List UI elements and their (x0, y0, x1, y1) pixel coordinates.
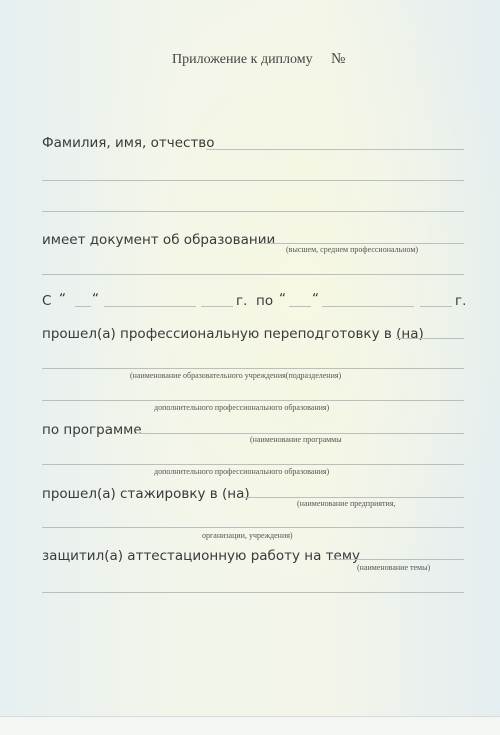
program-line-1[interactable] (134, 433, 464, 434)
date-from-year-line[interactable] (201, 306, 233, 307)
date-from-day-line[interactable] (75, 306, 91, 307)
date-from-prefix: С (42, 293, 52, 309)
program-line-2[interactable] (42, 464, 464, 465)
institution-note: (наименование образовательного учреждения(подразделения) (130, 371, 342, 380)
thesis-line-1[interactable] (331, 559, 464, 560)
education-document-label: имеет документ об образовании (42, 232, 276, 248)
retraining-line-2[interactable] (42, 368, 464, 369)
additional-education-note: дополнительного профессионального образования) (154, 403, 330, 412)
retraining-label: прошел(а) профессиональную переподготовку в (на) (42, 326, 424, 342)
additional-education-note-2: дополнительного профессионального образования) (154, 467, 330, 476)
date-to-year-abbr: г. (455, 293, 467, 309)
internship-line-2[interactable] (42, 527, 464, 528)
internship-label: прошел(а) стажировку в (на) (42, 486, 250, 502)
page-title: Приложение к диплому (172, 52, 313, 67)
date-to-day-line[interactable] (289, 306, 311, 307)
program-note: (наименование программы (250, 435, 342, 444)
thesis-label: защитил(а) аттестационную работу на тему (42, 548, 360, 564)
thesis-note: (наименование темы) (357, 563, 431, 572)
date-to-month-line[interactable] (322, 306, 414, 307)
full-name-line-3[interactable] (42, 211, 464, 212)
date-to-open-quote: “ (279, 291, 286, 307)
retraining-line-1[interactable] (396, 338, 464, 339)
program-label: по программе (42, 422, 142, 438)
education-document-line[interactable] (256, 243, 464, 244)
full-name-label: Фамилия, имя, отчество (42, 135, 215, 151)
date-to-close-quote: “ (312, 291, 319, 307)
full-name-line-1[interactable] (206, 149, 464, 150)
thesis-line-2[interactable] (42, 592, 464, 593)
date-from-close-quote: “ (92, 291, 99, 307)
organization-note: организации, учреждения) (202, 531, 293, 540)
date-to-year-line[interactable] (420, 306, 452, 307)
enterprise-note: (наименование предприятия, (297, 499, 396, 508)
date-from-year-abbr: г. (236, 293, 248, 309)
date-from-open-quote: “ (59, 291, 66, 307)
date-from-month-line[interactable] (104, 306, 196, 307)
date-to-word: по (256, 293, 274, 309)
internship-line-1[interactable] (242, 497, 464, 498)
number-sign: № (331, 51, 346, 67)
full-name-line-2[interactable] (42, 180, 464, 181)
education-document-line-2[interactable] (42, 274, 464, 275)
retraining-line-3[interactable] (42, 400, 464, 401)
education-document-note: (высшем, среднем профессиональном) (286, 245, 419, 254)
